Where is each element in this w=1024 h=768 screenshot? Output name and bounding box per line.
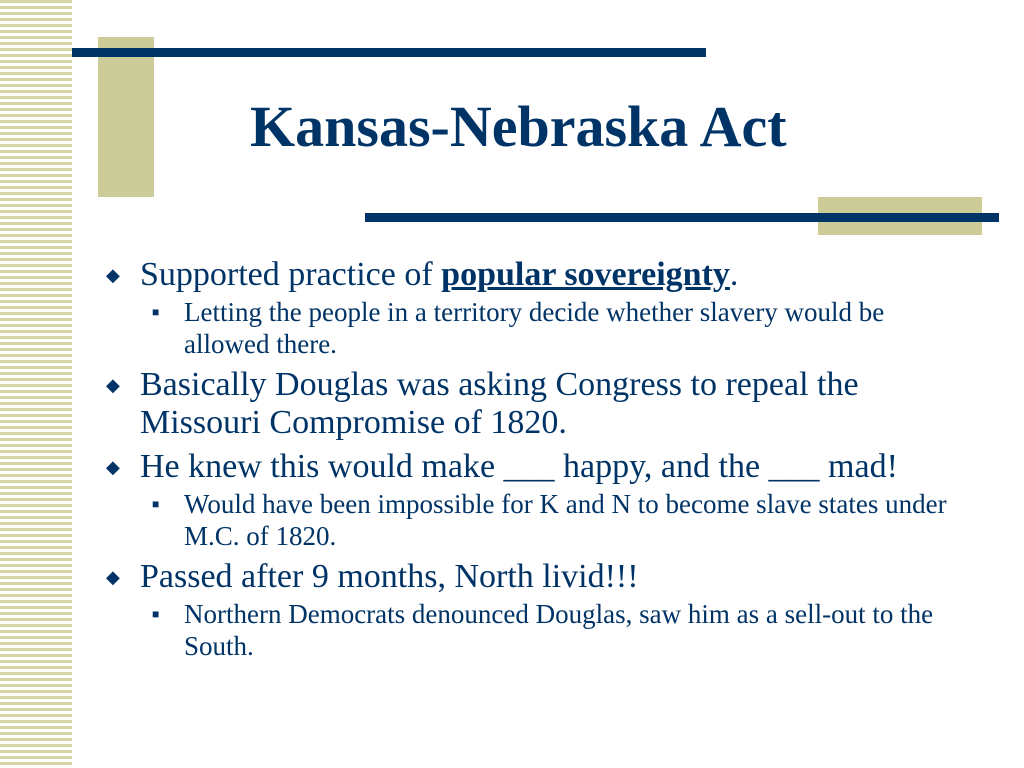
square-bullet-icon: ■: [152, 497, 160, 511]
sub-bullet-item: [104, 488, 964, 552]
square-bullet-icon: ■: [152, 607, 160, 621]
slide-title: Kansas-Nebraska Act: [250, 94, 787, 159]
striped-decoration-band: [0, 0, 72, 768]
square-bullet-icon: ■: [152, 305, 160, 319]
bullet-text: Basically Douglas was asking Congress to repeal the Missouri Compromise of 1820.: [140, 366, 859, 441]
sub-bullet-text: Would have been impossible for K and N to become slave states under M.C. of 1820.: [184, 489, 947, 551]
bullet-text-end: .: [729, 256, 739, 293]
diamond-bullet-icon: ◆: [106, 375, 120, 395]
bullet-item: [104, 558, 964, 596]
bullet-list: [104, 250, 964, 666]
sub-bullet-text: Northern Democrats denounced Douglas, saw him as a sell-out to the South.: [184, 599, 934, 661]
sub-bullet-item: [104, 598, 964, 662]
key-term: popular sovereignty: [441, 256, 730, 293]
bullet-text: Passed after 9 months, North livid!!!: [140, 558, 639, 595]
bullet-item: [104, 448, 964, 486]
navy-accent-line-bottom: [365, 213, 999, 222]
bullet-item: [104, 366, 964, 442]
sub-bullet-text: Letting the people in a territory decide whether slavery would be allowed there.: [184, 297, 885, 359]
diamond-bullet-icon: ◆: [106, 265, 120, 285]
bullet-text: He knew this would make ___ happy, and the ___ mad!: [140, 448, 898, 485]
bullet-item: [104, 256, 964, 294]
diamond-bullet-icon: ◆: [106, 457, 120, 477]
sub-bullet-item: [104, 296, 964, 360]
tan-accent-block-left: [98, 37, 154, 197]
bullet-text: Supported practice of: [140, 256, 442, 293]
navy-accent-line-top: [72, 48, 706, 57]
diamond-bullet-icon: ◆: [106, 567, 120, 587]
